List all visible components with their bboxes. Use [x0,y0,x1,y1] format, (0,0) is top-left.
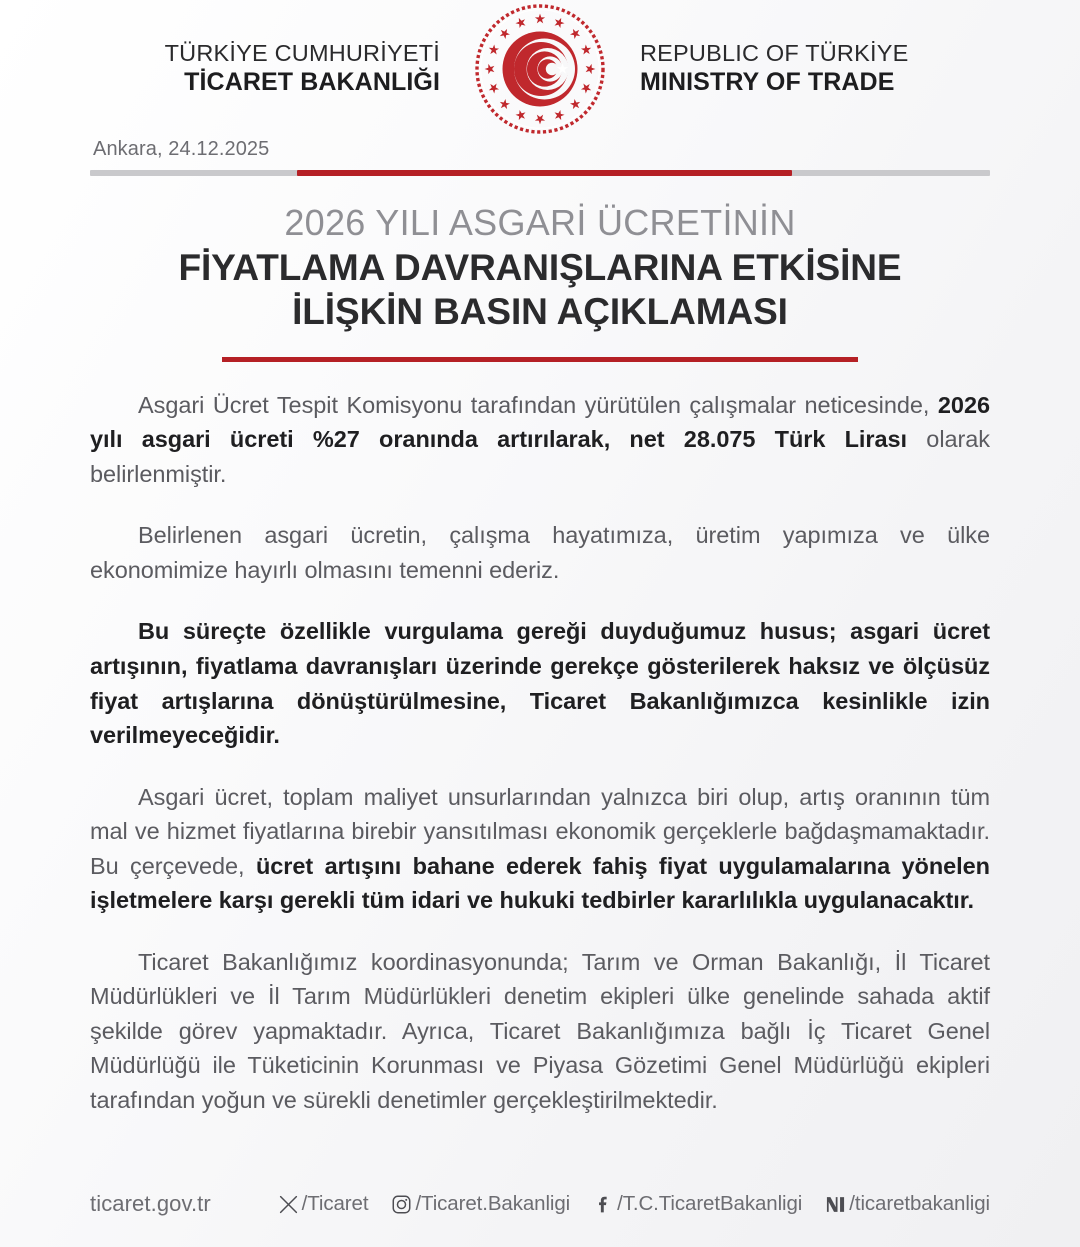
facebook-icon [592,1193,615,1216]
body-paragraph [90,945,990,1118]
title-heading-line2: İLİŞKİN BASIN AÇIKLAMASI [292,291,788,333]
brand-turkish-line2: TİCARET BAKANLIĞI [184,68,440,97]
republic-of-turkiye-emblem-icon [474,3,606,135]
paragraph-text: Asgari Ücret Tespit Komisyonu tarafından yürütülen çalışmalar neticesinde, [138,391,938,418]
instagram-icon [390,1193,413,1216]
body-paragraph [90,780,990,918]
website-url[interactable]: ticaret.gov.tr [90,1191,211,1216]
social-link[interactable] [390,1192,570,1216]
brand-english-line1: REPUBLIC OF TÜRKİYE [640,40,909,67]
document-meta [0,138,1080,176]
header-brand-block [90,3,990,135]
paragraph-emphasis: 2026 yılı asgari ücreti %27 oranında artırılarak, net 28.075 Türk Lirası [90,391,990,453]
paragraph-text: Ticaret Bakanlığımız koordinasyonunda; Tarım ve Orman Bakanlığı, İl Ticaret Müdürlükleri ve İl Tarım Müdürlükleri denetim ekipleri ülke genelinde sahada aktif şekilde görev yapmaktadır. Ayrıca, Ticaret Bakanlığımıza bağlı İç Ticaret Genel Müdürlüğü ile Tüketicinin Korunması ve Piyasa Gözetimi Genel Müdürlüğü ekipleri tarafından yoğun ve sürekli denetimler gerçekleştirilmektedir. [90,948,990,1113]
social-handle: /ticaretbakanligi [849,1192,990,1215]
news-n-icon [824,1193,847,1216]
social-link[interactable] [277,1192,369,1216]
document-body [0,362,1080,1191]
social-link[interactable] [824,1192,990,1216]
social-links [277,1192,990,1216]
paragraph-emphasis: ücret artışını bahane ederek fahiş fiyat uygulamalarına yönelen işletmelere karşı gerekli tüm idari ve hukuki tedbirler kararlılıkla uygulanacaktır. [90,852,990,914]
document-header [0,0,1080,138]
social-handle: /T.C.TicaretBakanligi [617,1192,803,1215]
paragraph-emphasis: Bu süreçte özellikle vurgulama gereği duyduğumuz husus; asgari ücret artışının, fiyatlama davranışları üzerinde gerekçe gösterilerek haksız ve ölçüsüz fiyat artışlarına dönüştürülmesine, Ticaret Bakanlığımızca kesinlikle izin verilmeyeceğidir. [90,618,990,749]
brand-english [606,40,990,97]
paragraph-text: Asgari ücret, toplam maliyet unsurlarından yalnızca biri olup, artış oranının tüm mal ve hizmet fiyatlarına birebir yansıtılması ekonomik gerçeklerle bağdaşmamaktadır. Bu çerçevede, [90,783,990,879]
brand-turkish [90,40,474,97]
header-divider [90,170,990,176]
page-title [0,176,1080,362]
paragraph-text: Belirlenen asgari ücretin, çalışma hayatımıza, üretim yapımıza ve ülke ekonomimize hayırlı olmasını temenni ederiz. [90,522,990,583]
social-link[interactable] [592,1192,802,1216]
header-divider-accent [297,170,792,176]
x-twitter-icon [277,1193,300,1216]
document-footer [0,1191,1080,1247]
brand-english-line2: MINISTRY OF TRADE [640,68,895,97]
brand-turkish-line1: TÜRKİYE CUMHURİYETİ [164,40,440,67]
body-paragraph [90,518,990,587]
social-handle: /Ticaret [301,1192,369,1215]
paragraph-text: olarak belirlenmiştir. [90,426,990,487]
body-paragraph [90,388,990,492]
title-subtitle: 2026 YILI ASGARİ ÜCRETİNİN [284,202,796,243]
social-handle: /Ticaret.Bakanligi [415,1192,571,1215]
title-heading-line1: FİYATLAMA DAVRANIŞLARINA ETKİSİNE [178,247,902,289]
body-paragraph [90,614,990,752]
issue-date: Ankara, 24.12.2025 [93,138,270,160]
title-heading [60,246,1020,333]
